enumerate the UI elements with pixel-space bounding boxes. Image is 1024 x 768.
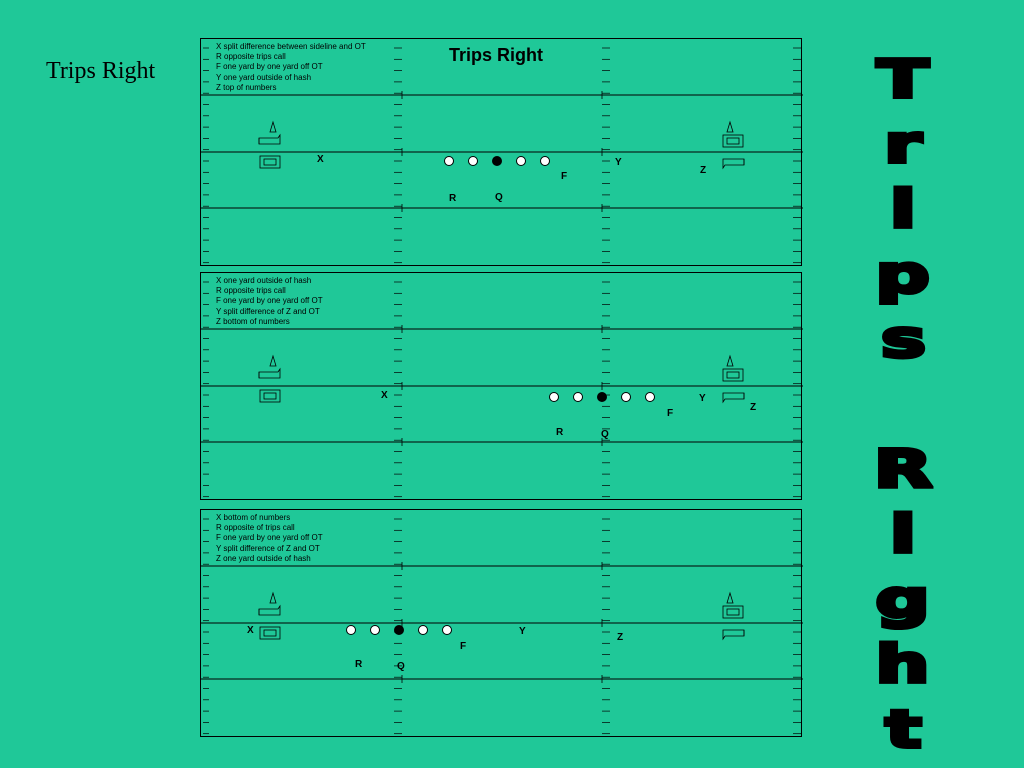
note-line: X split difference between sideline and OT	[216, 42, 366, 51]
yard-number-0	[260, 627, 280, 639]
direction-arrow	[727, 122, 733, 132]
field-diagram-2	[200, 272, 802, 500]
yard-number-stroke	[723, 630, 744, 639]
center-marker	[394, 625, 404, 635]
formation-title: Trips Right	[449, 45, 543, 65]
lineman-marker	[549, 392, 559, 402]
yard-number-1	[259, 606, 280, 615]
player-label-y: Y	[519, 626, 526, 637]
yard-number-stroke	[723, 369, 743, 381]
yard-number-stroke	[723, 606, 743, 618]
player-label-f: F	[561, 171, 568, 182]
assignment-notes	[216, 276, 323, 327]
vertical-title-letter: p	[875, 245, 930, 305]
yard-number-1	[259, 135, 280, 144]
player-label-q: Q	[397, 661, 405, 672]
yard-number-1	[723, 159, 744, 168]
direction-arrow	[270, 593, 276, 603]
player-label-z: Z	[617, 632, 624, 643]
note-line: Y one yard outside of hash	[216, 72, 312, 82]
note-line: X bottom of numbers	[216, 513, 291, 522]
lineman-marker	[621, 392, 631, 402]
vertical-title-letter: i	[890, 505, 916, 565]
note-line: Y split difference of Z and OT	[216, 306, 320, 316]
center-marker	[492, 156, 502, 166]
note-line: X one yard outside of hash	[216, 276, 312, 285]
player-label-r: R	[556, 427, 564, 438]
player-label-x: X	[247, 625, 254, 636]
yard-number-0	[260, 156, 280, 168]
vertical-title-letter: t	[884, 700, 922, 760]
lineman-marker	[370, 625, 380, 635]
center-marker	[597, 392, 607, 402]
yard-number-stroke	[260, 156, 280, 168]
yard-number-1	[723, 630, 744, 639]
assignment-notes	[216, 513, 323, 564]
note-line: Z one yard outside of hash	[216, 553, 311, 563]
yard-number-stroke	[264, 630, 276, 636]
direction-arrow	[270, 356, 276, 366]
lineman-marker	[540, 156, 550, 166]
yard-number-stroke	[727, 372, 739, 378]
player-label-q: Q	[495, 192, 503, 203]
lineman-marker	[645, 392, 655, 402]
yard-number-stroke	[264, 393, 276, 399]
yard-number-stroke	[723, 135, 743, 147]
vertical-title-letter: s	[880, 310, 926, 370]
note-line: R opposite trips call	[216, 286, 286, 296]
player-label-f: F	[667, 408, 674, 419]
lineman-marker	[346, 625, 356, 635]
player-label-r: R	[449, 193, 457, 204]
note-line: Z bottom of numbers	[216, 316, 290, 326]
assignment-notes	[216, 42, 366, 93]
yard-number-0	[723, 135, 743, 147]
player-label-x: X	[317, 154, 324, 165]
field-diagram-1	[200, 38, 802, 266]
lineman-marker	[418, 625, 428, 635]
vertical-title	[848, 48, 958, 763]
yard-number-1	[723, 393, 744, 402]
yard-number-stroke	[727, 138, 739, 144]
lineman-marker	[444, 156, 454, 166]
vertical-title-letter: i	[890, 180, 916, 240]
yard-number-1	[259, 369, 280, 378]
yard-number-stroke	[264, 159, 276, 165]
lineman-marker	[573, 392, 583, 402]
vertical-title-letter: h	[876, 635, 930, 695]
yard-number-stroke	[260, 627, 280, 639]
direction-arrow	[270, 122, 276, 132]
note-line: F one yard by one yard off OT	[216, 62, 323, 72]
slide-title: Trips Right	[46, 58, 156, 84]
yard-number-stroke	[260, 390, 280, 402]
yard-number-stroke	[259, 606, 280, 615]
lineman-marker	[516, 156, 526, 166]
player-label-z: Z	[700, 165, 707, 176]
yard-number-stroke	[727, 609, 739, 615]
yard-number-stroke	[259, 135, 280, 144]
player-label-f: F	[460, 641, 467, 652]
note-line: F one yard by one yard off OT	[216, 533, 323, 543]
direction-arrow	[727, 356, 733, 366]
player-label-r: R	[355, 659, 363, 670]
lineman-marker	[468, 156, 478, 166]
yard-number-stroke	[723, 393, 744, 402]
direction-arrow	[727, 593, 733, 603]
note-line: Z top of numbers	[216, 82, 277, 92]
note-line: R opposite of trips call	[216, 523, 295, 533]
field-diagram-3	[200, 509, 802, 737]
note-line: F one yard by one yard off OT	[216, 296, 323, 306]
note-line: R opposite trips call	[216, 52, 286, 62]
vertical-title-letter: g	[875, 570, 930, 630]
player-label-y: Y	[699, 393, 706, 404]
lineman-marker	[442, 625, 452, 635]
player-label-q: Q	[601, 429, 609, 440]
yard-number-stroke	[723, 159, 744, 168]
vertical-title-letter: r	[884, 115, 922, 175]
note-line: Y split difference of Z and OT	[216, 543, 320, 553]
player-label-x: X	[381, 390, 388, 401]
yard-number-stroke	[259, 369, 280, 378]
yard-number-0	[723, 369, 743, 381]
yard-number-0	[260, 390, 280, 402]
vertical-title-letter: R	[873, 440, 933, 500]
yard-number-0	[723, 606, 743, 618]
player-label-y: Y	[615, 157, 622, 168]
vertical-title-letter: T	[877, 50, 929, 110]
player-label-z: Z	[750, 402, 757, 413]
